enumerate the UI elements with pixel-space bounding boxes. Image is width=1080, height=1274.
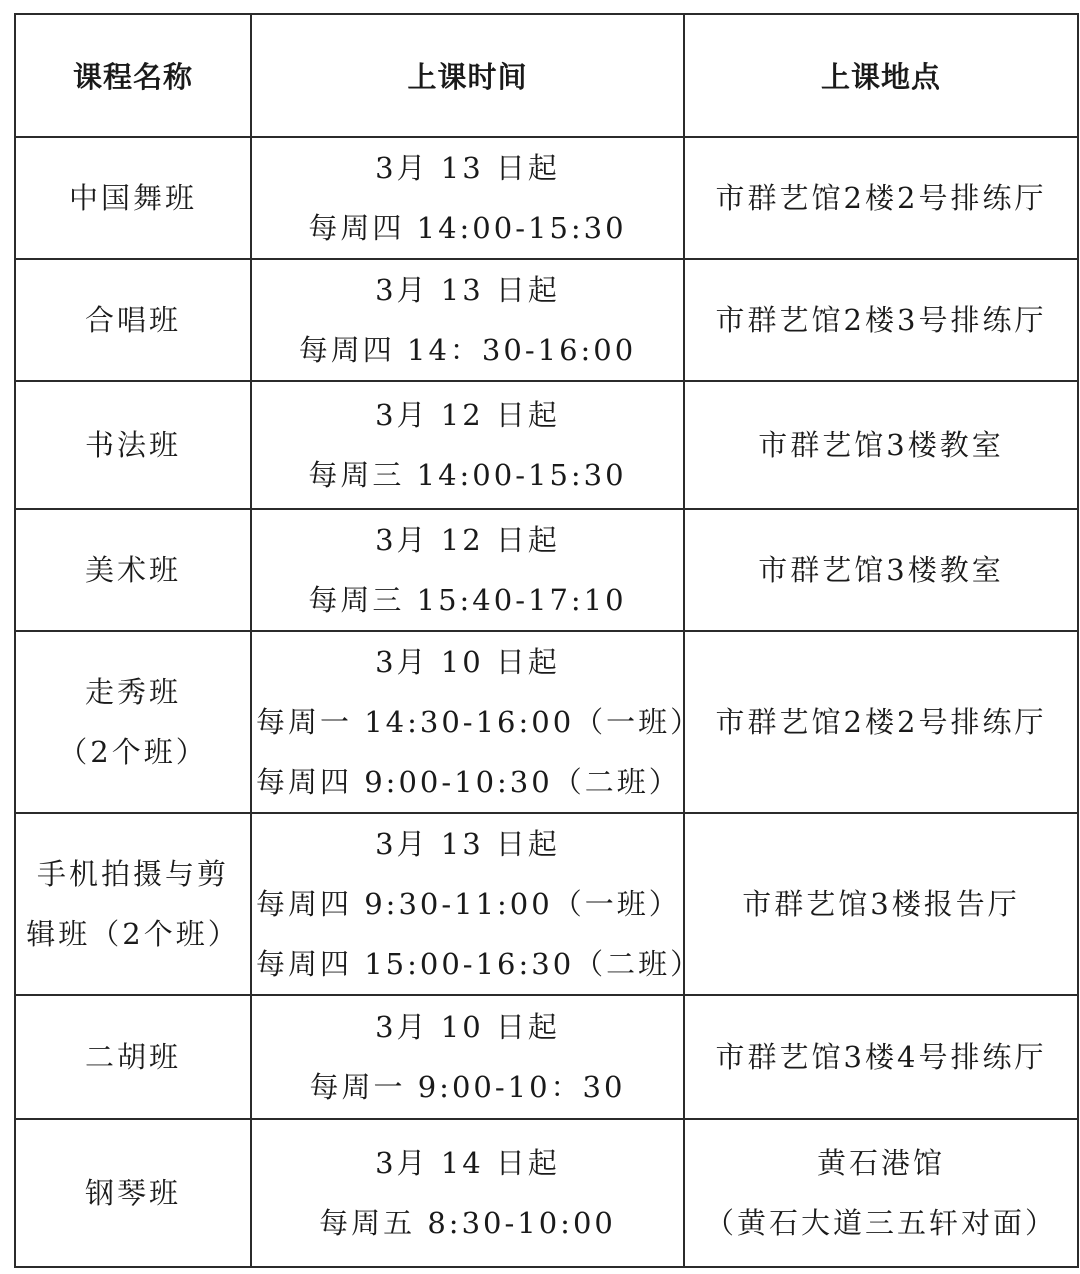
location-cell: [684, 259, 1078, 381]
location-cell: [684, 631, 1078, 813]
start-date: 3月 10 日起: [375, 1010, 560, 1044]
course-name-cell: [15, 259, 251, 381]
start-date: 3月 13 日起: [375, 273, 560, 307]
course-name-continued: 辑班（2个班）: [26, 917, 240, 951]
course-name-note: （2个班）: [58, 735, 208, 769]
course-schedule-table: [14, 13, 1079, 1268]
class-time-cell: [251, 813, 703, 995]
course-name: 钢琴班: [84, 1176, 181, 1210]
location: 市群艺馆3楼报告厅: [742, 887, 1020, 921]
course-name: 走秀班: [84, 675, 181, 709]
weekly-time: 每周四 14：30-16:00: [298, 333, 637, 367]
weekly-time: 每周四 14:00-15:30: [308, 211, 627, 245]
table-row: [15, 631, 1078, 813]
weekly-time: 每周五 8:30-10:00: [319, 1206, 616, 1240]
course-name-cell: [15, 995, 251, 1119]
location: 市群艺馆3楼4号排练厅: [715, 1040, 1047, 1074]
class-time-cell: [251, 631, 703, 813]
course-name-cell: [15, 137, 251, 259]
table-row: [15, 813, 1078, 995]
location: 市群艺馆3楼教室: [758, 428, 1004, 462]
table-row: [15, 1119, 1078, 1267]
course-name: 中国舞班: [68, 181, 197, 215]
course-name-cell: [15, 631, 251, 813]
course-name: 合唱班: [84, 303, 181, 337]
location-cell: [684, 995, 1078, 1119]
start-date: 3月 12 日起: [375, 398, 560, 432]
location: 市群艺馆3楼教室: [758, 553, 1004, 587]
location: 市群艺馆2楼3号排练厅: [715, 303, 1047, 337]
class-time-cell: [251, 509, 684, 631]
class-time-cell: [251, 1119, 684, 1267]
class-time-cell: [251, 381, 684, 509]
course-name-cell: [15, 813, 251, 995]
weekly-time: 每周三 15:40-17:10: [308, 583, 627, 617]
course-name-cell: [15, 509, 251, 631]
location: 市群艺馆2楼2号排练厅: [715, 181, 1047, 215]
start-date: 3月 12 日起: [375, 523, 560, 557]
table-row: [15, 381, 1078, 509]
header-class-location: 上课地点: [684, 14, 1078, 137]
location-cell: [684, 1119, 1078, 1267]
header-course-name: 课程名称: [15, 14, 251, 137]
course-name-cell: [15, 381, 251, 509]
weekly-time: 每周四 15:00-16:30（二班）: [256, 947, 703, 981]
location-cell: [684, 813, 1078, 995]
location-detail: （黄石大道三五轩对面）: [704, 1206, 1057, 1240]
start-date: 3月 13 日起: [375, 827, 560, 861]
course-name: 二胡班: [84, 1040, 181, 1074]
table-header-row: [15, 14, 1078, 137]
weekly-time: 每周三 14:00-15:30: [308, 458, 627, 492]
table-row: [15, 259, 1078, 381]
weekly-time: 每周一 9:00-10：30: [309, 1070, 626, 1104]
table-row: [15, 995, 1078, 1119]
schedule-table-wrapper: [14, 13, 1077, 1268]
weekly-time: 每周四 9:30-11:00（一班）: [256, 887, 681, 921]
table-row: [15, 137, 1078, 259]
header-class-time: 上课时间: [251, 14, 684, 137]
start-date: 3月 14 日起: [375, 1146, 560, 1180]
course-name: 美术班: [84, 553, 181, 587]
location: 黄石港馆: [816, 1146, 945, 1180]
class-time-cell: [251, 259, 684, 381]
weekly-time: 每周一 14:30-16:00（一班）: [256, 705, 703, 739]
location-cell: [684, 509, 1078, 631]
course-name: 手机拍摄与剪: [36, 857, 229, 891]
class-time-cell: [251, 137, 684, 259]
class-time-cell: [251, 995, 684, 1119]
table-row: [15, 509, 1078, 631]
course-name-cell: [15, 1119, 251, 1267]
course-name: 书法班: [84, 428, 181, 462]
location-cell: [684, 381, 1078, 509]
location-cell: [684, 137, 1078, 259]
start-date: 3月 10 日起: [375, 645, 560, 679]
location: 市群艺馆2楼2号排练厅: [715, 705, 1047, 739]
start-date: 3月 13 日起: [375, 151, 560, 185]
weekly-time: 每周四 9:00-10:30（二班）: [256, 765, 681, 799]
